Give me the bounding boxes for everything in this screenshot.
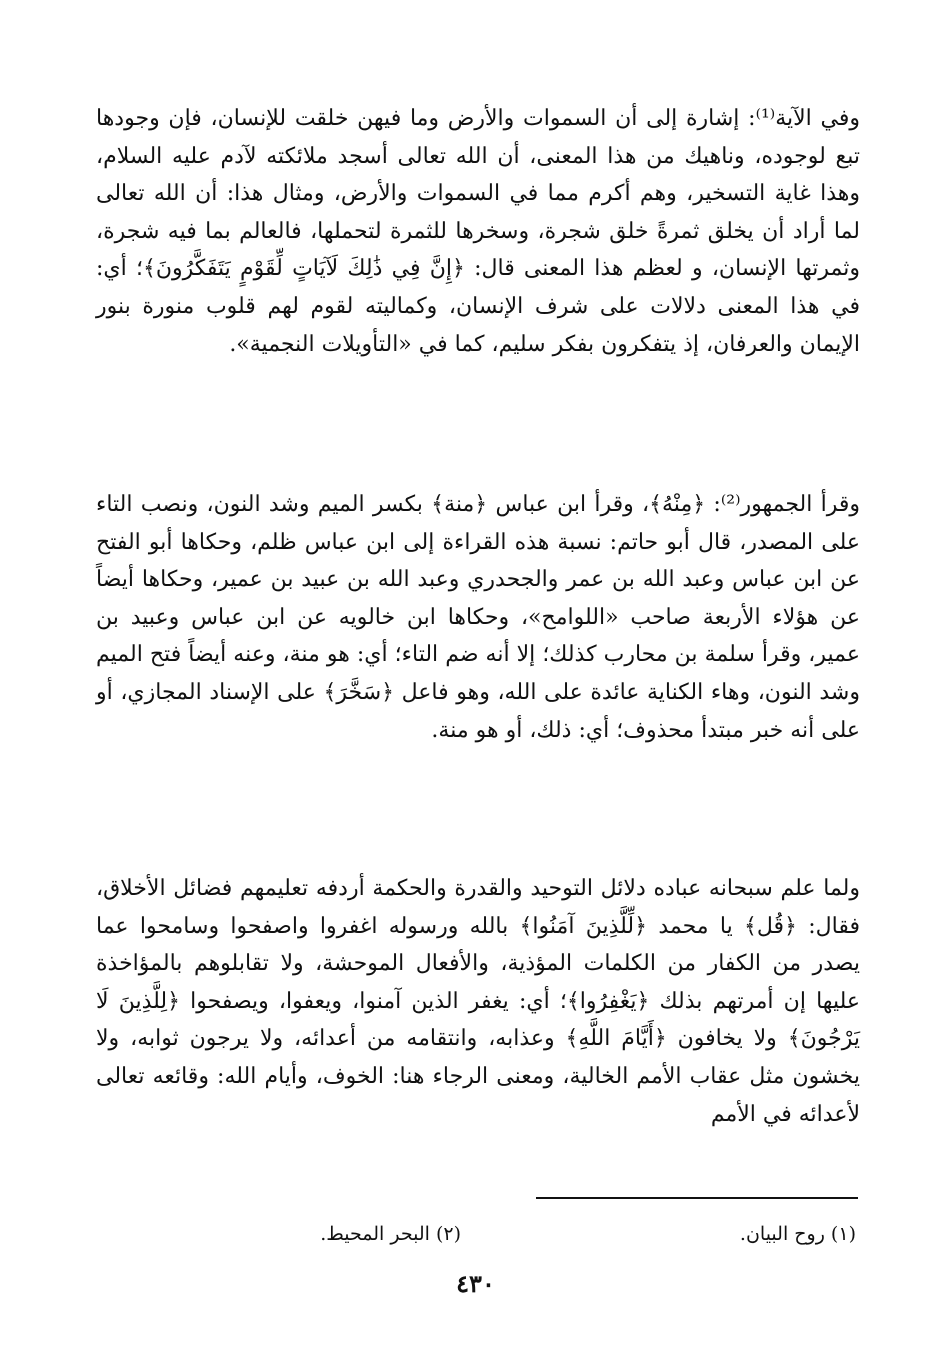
paragraph-readings: وقرأ الجمهور⁽²⁾: ﴿مِنْهُ﴾، وقرأ ابن عباس ﴿منة﴾ بكسر الميم وشد النون، ونصب التاء على المصدر، قال أبو حاتم: نسبة هذه القراءة إلى ابن عباس ظلم، وحكاها أبو الفتح عن ابن عباس وعبد الله بن عمر والجحدري وعبد الله بن عبيد بن عمير، وحكاها أيضاً عن هؤلاء الأربعة صاحب «اللوامح»، وحكاها ابن خالويه عن ابن عباس وعبيد بن عمير، وقرأ سلمة بن محارب كذلك؛ إلا أنه ضم التاء؛ أي: هو منة، وعنه أيضاً فتح الميم وشد النون، وهاء الكناية عائدة على الله، وهو فاعل ﴿سَخَّرَ﴾ على الإسناد المجازي، أو على أنه خبر مبتدأ محذوف؛ أي: ذلك، أو هو منة. xyxy=(96,492,861,743)
footnote-separator xyxy=(536,1197,858,1199)
page-number: ٤٣٠ xyxy=(456,1269,495,1298)
paragraph-ethics: ولما علم سبحانه عباده دلائل التوحيد والقدرة والحكمة أردفه تعليمهم فضائل الأخلاق، فقال: ﴿قُل﴾ يا محمد ﴿لِّلَّذِينَ آمَنُوا﴾ بالله ورسوله اغفروا واصفحوا وسامحوا عما يصدر من الكفار من الكلمات المؤذية، والأفعال الموحشة، ولا تقابلوهم بالمؤاخذة عليها إن أمرتهم بذلك ﴿يَغْفِرُوا﴾؛ أي: يغفر الذين آمنوا، ويعفوا، ويصفحوا ﴿لِلَّذِينَ لَا يَرْجُونَ﴾ ولا يخافون ﴿أَيَّامَ اللَّهِ﴾ وعذابه، وانتقامه من أعدائه، ولا يرجون ثوابه، ولا يخشون مثل عقاب الأمم الخالية، ومعنى الرجاء هنا: الخوف، وأيام الله: وقائعه تعالى لأعدائه في الأمم xyxy=(96,876,860,1127)
footnote-2: (٢) البحر المحيط. xyxy=(320,1223,461,1245)
paragraph-verse-commentary: وفي الآية⁽¹⁾: إشارة إلى أن السموات والأرض وما فيهن خلقت للإنسان، فإن وجودها تبع لوجوده، وناهيك من هذا المعنى، أن الله تعالى أسجد ملائكته لآدم عليه السلام، وهذا غاية التسخير، وهم أكرم مما في السموات والأرض، ومثال هذا: أن الله تعالى لما أراد أن يخلق ثمرةً خلق شجرة، وسخرها للثمرة لتحملها، فالعالم بما فيه شجرة، وثمرتها الإنسان، و لعظم هذا المعنى قال: ﴿إِنَّ فِي ذَٰلِكَ لَآيَاتٍ لِّقَوْمٍ يَتَفَكَّرُونَ﴾؛ أي: في هذا المعنى دلالات على شرف الإنسان، وكماليته لقوم لهم قلوب منورة بنور الإيمان والعرفان، إذ يتفكرون بفكر سليم، كما في «التأويلات النجمية». xyxy=(96,106,860,357)
footnote-1: (١) روح البيان. xyxy=(739,1223,856,1245)
